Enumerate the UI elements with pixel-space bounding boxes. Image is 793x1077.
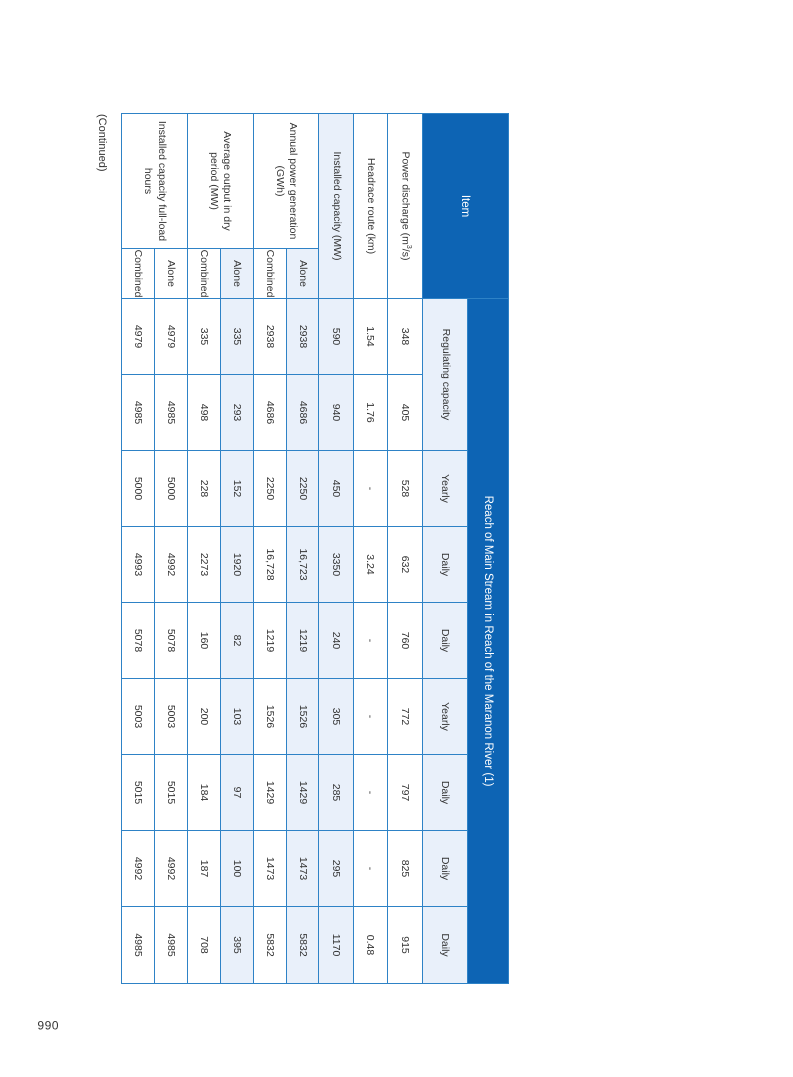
sub-label: Combined <box>122 249 155 299</box>
table-cell: 1473 <box>253 831 286 907</box>
table-cell: 2938 <box>286 299 319 375</box>
table-cell: 590 <box>319 299 353 375</box>
table-cell: 395 <box>220 907 253 984</box>
table-cell: 760 <box>387 603 422 679</box>
data-table-container <box>121 113 509 983</box>
table-cell: 4992 <box>154 527 187 603</box>
group-label: Annual power generation (GWh) <box>253 114 319 249</box>
table-cell: 632 <box>387 527 422 603</box>
table-cell: 4979 <box>154 299 187 375</box>
table-cell: 708 <box>187 907 220 984</box>
table-cell: Daily <box>423 527 468 603</box>
table-cell: 240 <box>319 603 353 679</box>
table-cell: Daily <box>423 755 468 831</box>
table-cell: 5078 <box>122 603 155 679</box>
table-row <box>154 114 187 984</box>
table-cell: 0.48 <box>353 907 387 984</box>
table-cell: Daily <box>423 907 468 984</box>
table-cell: Daily <box>423 603 468 679</box>
table-cell: 5015 <box>154 755 187 831</box>
table-cell: 772 <box>387 679 422 755</box>
row-label-text: Power discharge (m <box>399 151 412 245</box>
table-cell: 4993 <box>122 527 155 603</box>
page-number: 066 <box>37 1018 59 1032</box>
table-cell: 797 <box>387 755 422 831</box>
table-cell: 16,728 <box>253 527 286 603</box>
table-cell: 528 <box>387 451 422 527</box>
table-cell: 1429 <box>253 755 286 831</box>
table-cell: 1.54 <box>353 299 387 375</box>
table-cell: 940 <box>319 375 353 451</box>
sub-label: Combined <box>187 249 220 299</box>
table-cell: 285 <box>319 755 353 831</box>
table-cell: 4992 <box>122 831 155 907</box>
table-cell: 1526 <box>253 679 286 755</box>
table-cell: 3.24 <box>353 527 387 603</box>
table-cell: 1219 <box>253 603 286 679</box>
table-cell: 293 <box>220 375 253 451</box>
table-cell: 5832 <box>286 907 319 984</box>
table-cell: 348 <box>387 299 422 375</box>
table-cell: 498 <box>187 375 220 451</box>
group-header: Reach of Main Stream in Reach of the Maranon River (1) <box>468 299 509 984</box>
table-cell: 305 <box>319 679 353 755</box>
table-cell: 97 <box>220 755 253 831</box>
row-label: Headrace route (km) <box>353 114 387 299</box>
table-cell: 5000 <box>122 451 155 527</box>
table-cell: 187 <box>187 831 220 907</box>
table-cell: 2273 <box>187 527 220 603</box>
sub-label: Alone <box>220 249 253 299</box>
continued-text: (Continued) <box>96 114 108 172</box>
table-cell: - <box>353 603 387 679</box>
table-cell: 335 <box>220 299 253 375</box>
table-cell: - <box>353 831 387 907</box>
row-label <box>387 114 422 299</box>
table-cell: 4979 <box>122 299 155 375</box>
table-row <box>286 114 319 984</box>
table-cell: 160 <box>187 603 220 679</box>
table-cell: 1526 <box>286 679 319 755</box>
table-cell: 103 <box>220 679 253 755</box>
table-cell: 2250 <box>253 451 286 527</box>
table-cell: 295 <box>319 831 353 907</box>
table-cell: 1219 <box>286 603 319 679</box>
table-cell: 1429 <box>286 755 319 831</box>
hydropower-data-table <box>121 113 509 984</box>
table-cell: 4985 <box>122 907 155 984</box>
table-cell: 3350 <box>319 527 353 603</box>
table-cell: - <box>353 755 387 831</box>
table-cell: - <box>353 451 387 527</box>
table-cell: 5003 <box>154 679 187 755</box>
table-cell: Daily <box>423 831 468 907</box>
table-cell: Yearly <box>423 451 468 527</box>
table-cell: 335 <box>187 299 220 375</box>
row-label-superscript: 3 <box>404 244 412 249</box>
table-row <box>319 114 353 984</box>
table-cell: 4985 <box>122 375 155 451</box>
table-cell: 5832 <box>253 907 286 984</box>
continued-label <box>98 114 108 184</box>
table-cell: Yearly <box>423 679 468 755</box>
sub-label: Combined <box>253 249 286 299</box>
table-cell: 825 <box>387 831 422 907</box>
group-label: Installed capacity full-load hours <box>122 114 188 249</box>
row-label-unit: /s) <box>399 248 412 261</box>
table-cell: 450 <box>319 451 353 527</box>
table-cell: 200 <box>187 679 220 755</box>
table-cell: - <box>353 679 387 755</box>
table-cell: 228 <box>187 451 220 527</box>
table-cell: 4686 <box>253 375 286 451</box>
row-label: Regulating capacity <box>423 299 468 451</box>
table-row <box>353 114 387 984</box>
table-cell: 4985 <box>154 907 187 984</box>
table-cell: 2938 <box>253 299 286 375</box>
table-cell: 184 <box>187 755 220 831</box>
table-cell: 5003 <box>122 679 155 755</box>
sub-label: Alone <box>154 249 187 299</box>
table-row <box>387 114 422 984</box>
group-label: Average output in dry period (MW) <box>187 114 253 249</box>
item-header: Item <box>423 114 509 299</box>
sub-label: Alone <box>286 249 319 299</box>
table-cell: 5000 <box>154 451 187 527</box>
row-label: Installed capacity (MW) <box>319 114 353 299</box>
table-cell: 4992 <box>154 831 187 907</box>
table-cell: 1.76 <box>353 375 387 451</box>
table-cell: 5015 <box>122 755 155 831</box>
table-cell: 1473 <box>286 831 319 907</box>
table-cell: 16,723 <box>286 527 319 603</box>
table-cell: 915 <box>387 907 422 984</box>
table-cell: 82 <box>220 603 253 679</box>
table-cell: 5078 <box>154 603 187 679</box>
table-cell: 1170 <box>319 907 353 984</box>
table-cell: 100 <box>220 831 253 907</box>
table-cell: 4686 <box>286 375 319 451</box>
table-row <box>220 114 253 984</box>
table-cell: 152 <box>220 451 253 527</box>
table-cell: 2250 <box>286 451 319 527</box>
table-cell: 1920 <box>220 527 253 603</box>
table-cell: 405 <box>387 375 422 451</box>
table-cell: 4985 <box>154 375 187 451</box>
